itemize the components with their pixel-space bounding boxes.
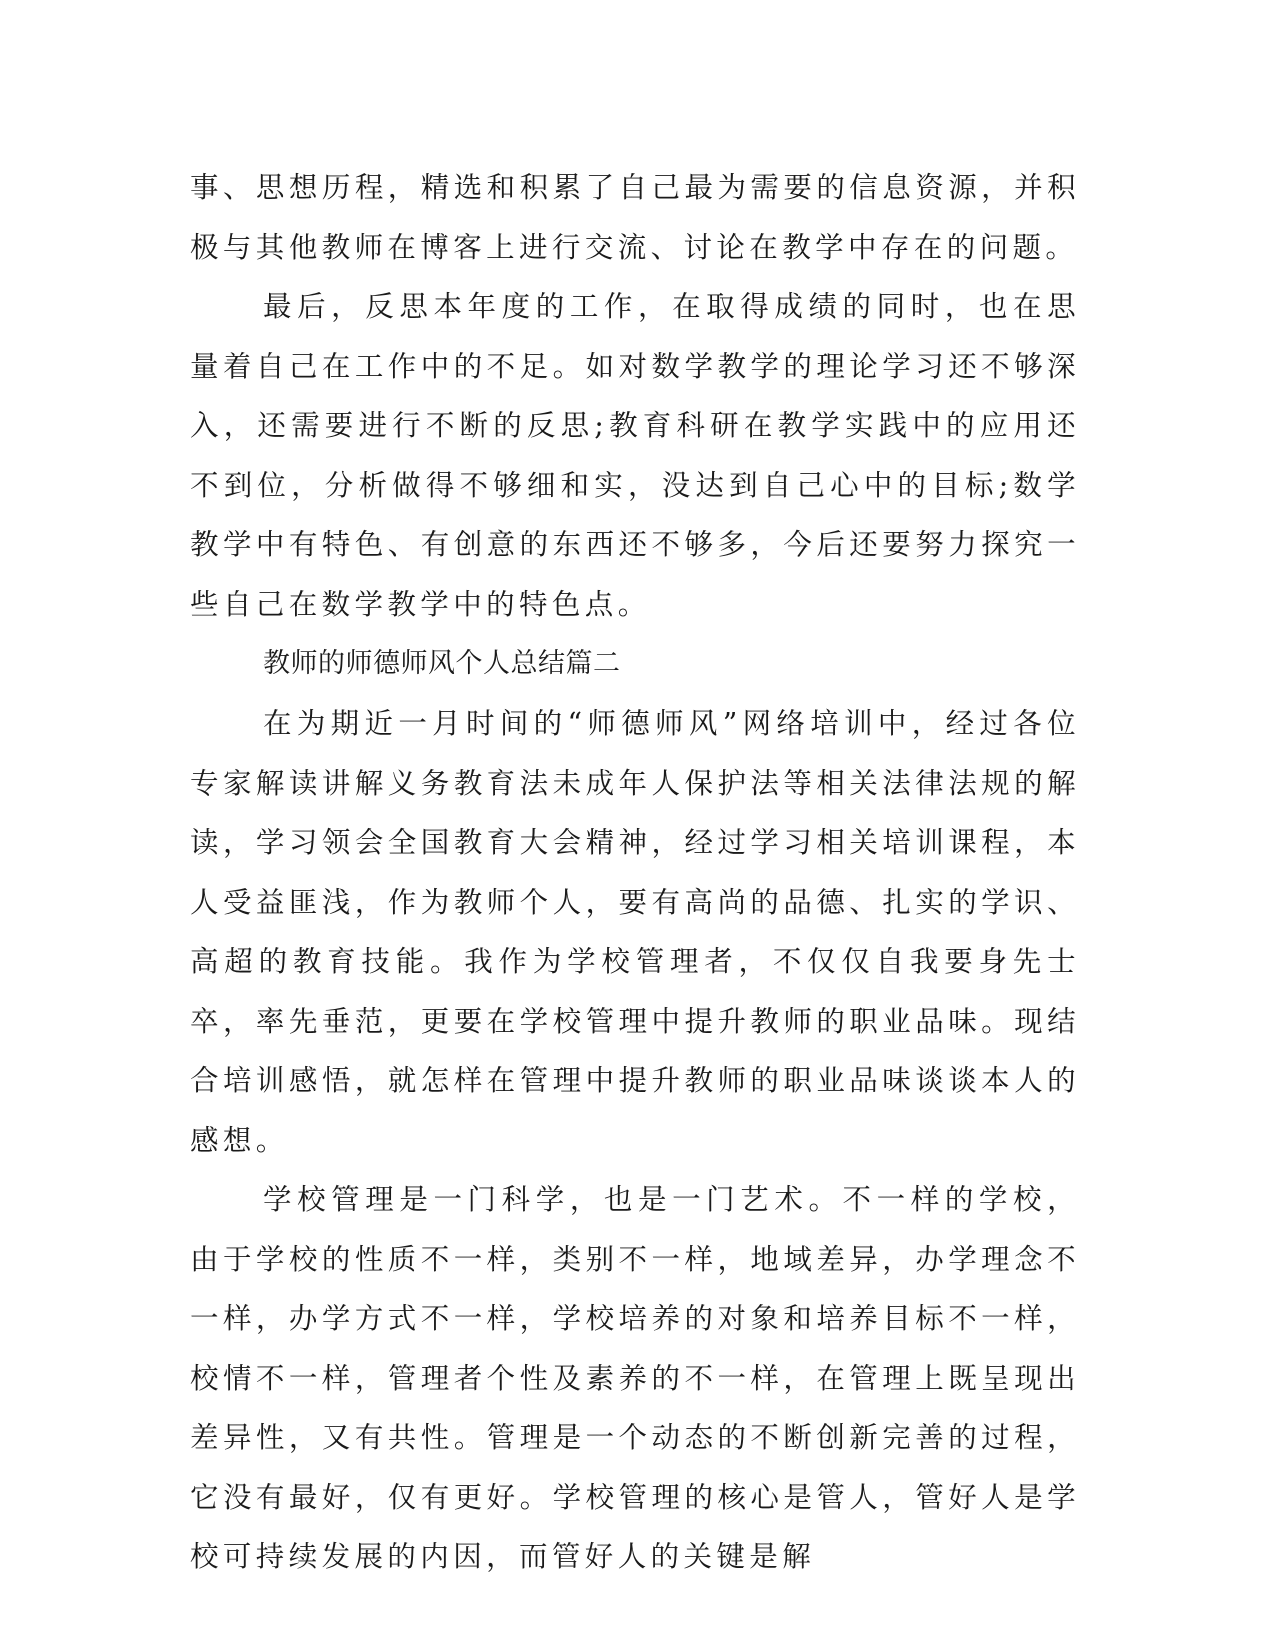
paragraph-continuation: 事、思想历程，精选和积累了自己最为需要的信息资源，并积极与其他教师在博客上进行交流、讨论在教学中存在的问题。 bbox=[190, 171, 1080, 264]
section-heading: 教师的师德师风个人总结篇二 bbox=[263, 648, 621, 679]
document-body bbox=[190, 158, 1080, 1587]
paragraph-reflection: 最后，反思本年度的工作，在取得成绩的同时，也在思量着自己在工作中的不足。如对数学教学的理论学习还不够深入，还需要进行不断的反思;教育科研在教学实践中的应用还不到位，分析做得不够细和实，没达到自己心中的目标;数学教学中有特色、有创意的东西还不够多，今后还要努力探究一些自己在数学教学中的特色点。 bbox=[190, 290, 1080, 621]
paragraph-school-management: 学校管理是一门科学，也是一门艺术。不一样的学校，由于学校的性质不一样，类别不一样，地域差异，办学理念不一样，办学方式不一样，学校培养的对象和培养目标不一样，校情不一样，管理者个性及素养的不一样，在管理上既呈现出差异性，又有共性。管理是一个动态的不断创新完善的过程，它没有最好，仅有更好。学校管理的核心是管人，管好人是学校可持续发展的内因，而管好人的关键是解 bbox=[190, 1183, 1080, 1573]
paragraph-training: 在为期近一月时间的“师德师风”网络培训中，经过各位专家解读讲解义务教育法未成年人保护法等相关法律法规的解读，学习领会全国教育大会精神，经过学习相关培训课程，本人受益匪浅，作为教师个人，要有高尚的品德、扎实的学识、高超的教育技能。我作为学校管理者，不仅仅自我要身先士卒，率先垂范，更要在学校管理中提升教师的职业品味。现结合培训感悟，就怎样在管理中提升教师的职业品味谈谈本人的感想。 bbox=[190, 707, 1080, 1157]
